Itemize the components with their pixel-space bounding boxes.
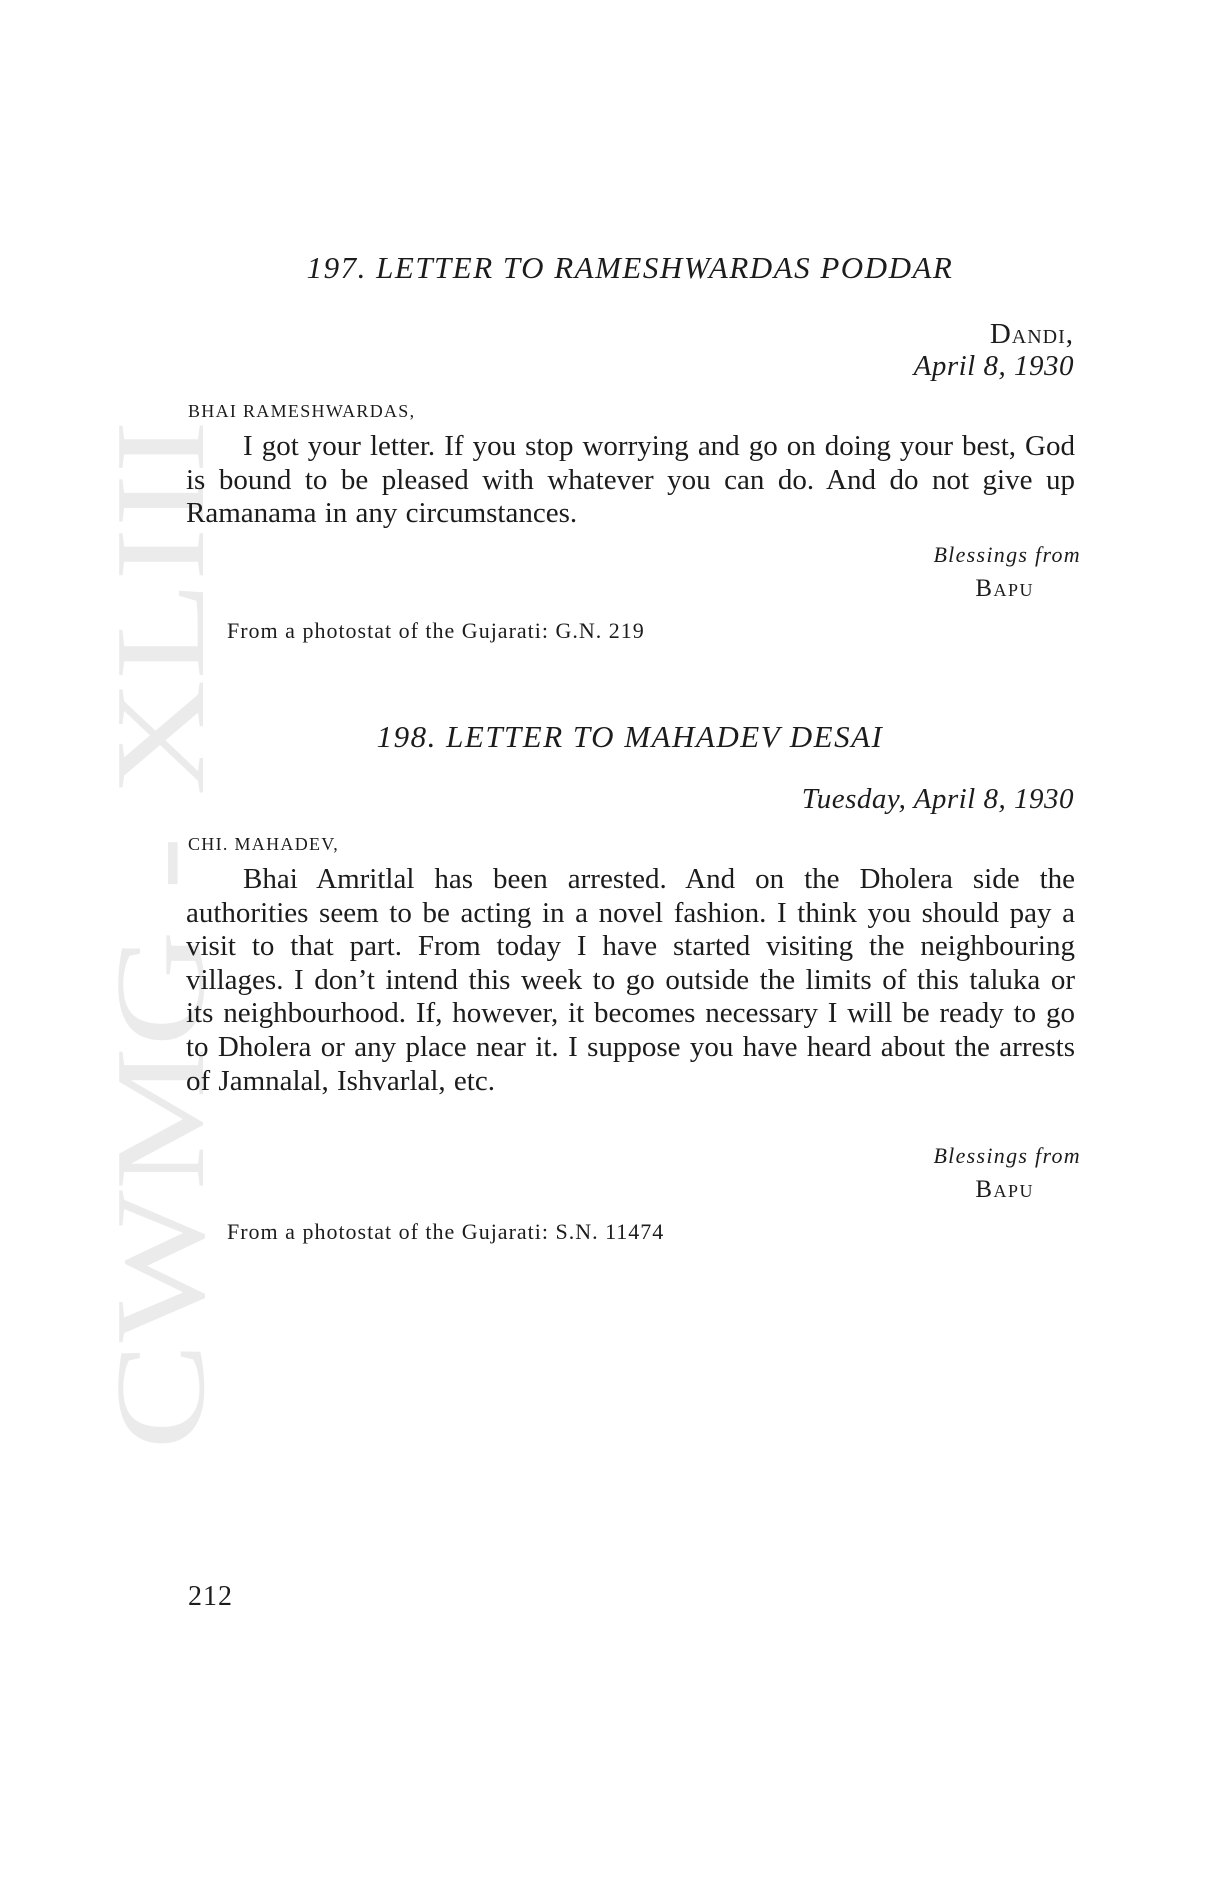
letter-197-place: Dandi, [989,318,1074,350]
letter-197-signature: Bapu [975,575,1034,602]
letter-198-blessings: Blessings from [933,1143,1081,1168]
page-number: 212 [188,1581,233,1612]
letter-197-blessings: Blessings from [933,542,1081,567]
letter-198-salutation: CHI. MAHADEV, [188,834,340,854]
letter-197-heading: 197. LETTER TO RAMESHWARDAS PODDAR [306,250,954,285]
letter-198-heading: 198. LETTER TO MAHADEV DESAI [376,719,884,754]
letter-197-salutation: BHAI RAMESHWARDAS, [188,401,416,421]
watermark-text: CWMG - XLIII [89,632,231,1450]
letter-198-signature: Bapu [975,1176,1034,1203]
letter-197-body: I got your letter. If you stop worrying and go on doing your best, God is bound to be pleased with whatever you can do. And do not give up Ramanama in any circumstances. [186,430,1075,530]
letter-197-date: April 8, 1930 [913,350,1074,382]
letter-198-source: From a photostat of the Gujarati: S.N. 11474 [227,1219,665,1244]
letter-197-source: From a photostat of the Gujarati: G.N. 219 [227,618,645,643]
letter-198-body: Bhai Amritlal has been arrested. And on the Dholera side the authorities seem to be acting in a novel fashion. I think you should pay a visit to that part. From today I have started visiting the neighbouring villages. I don’t intend this week to go outside the limits of this taluka or its neighbourhood. If, however, it becomes necessary I will be ready to go to Dholera or any place near it. I suppose you have heard about the arrests of Jamnalal, Ishvarlal, etc. [186,863,1075,1097]
letter-198-date: Tuesday, April 8, 1930 [801,783,1074,815]
